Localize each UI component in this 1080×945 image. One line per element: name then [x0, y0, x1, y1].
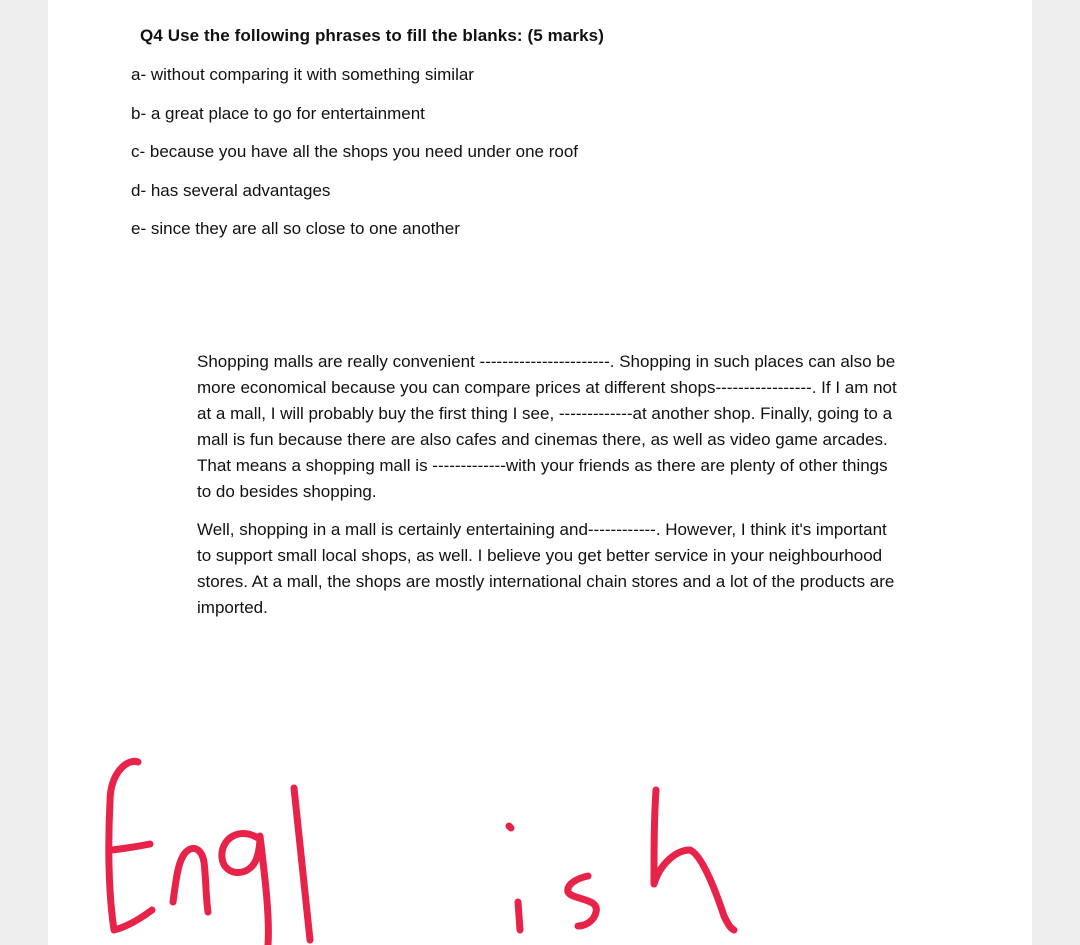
handwriting-letter-i	[518, 902, 520, 930]
worksheet-page	[48, 0, 1032, 945]
handwriting-letter-e	[109, 761, 152, 930]
phrase-option-c: c- because you have all the shops you need under one roof	[131, 142, 579, 161]
handwriting-letter-l	[294, 788, 310, 940]
handwriting-letter-n	[173, 848, 208, 912]
passage-paragraph-2: Well, shopping in a mall is certainly entertaining and------------. However, I think it's important to support small local shops, as well. I believe you get better service in your neighbourhood stores. At a mall, the shops are mostly international chain stores and a lot of the products are imported.	[197, 520, 895, 617]
handwriting-letter-h	[654, 790, 734, 930]
phrase-option-a: a- without comparing it with something similar	[131, 65, 474, 84]
question-title: Q4 Use the following phrases to fill the blanks: (5 marks)	[140, 26, 604, 45]
handwriting-letter-g	[222, 834, 269, 945]
passage-paragraph-1: Shopping malls are really convenient -----------------------. Shopping in such places can also be more economical because you can compare prices at different shops-----------------. If I am not at a mall, I will probably buy the first thing I see, -------------at another shop. Finally, going to a mall is fun because there are also cafes and cinemas there, as well as video game arcades. That means a shopping mall is -------------with your friends as there are plenty of other things to do besides shopping.	[197, 352, 897, 501]
fill-in-passage	[197, 349, 897, 621]
phrase-options-list	[131, 64, 578, 257]
phrase-option-d: d- has several advantages	[131, 180, 331, 200]
phrase-option-b: b- a great place to go for entertainment	[131, 103, 425, 123]
handwriting-letter-i-dot	[509, 826, 511, 828]
handwritten-english-annotation	[88, 740, 768, 945]
phrase-option-e: e- since they are all so close to one another	[131, 219, 460, 238]
handwriting-letter-s	[568, 876, 597, 926]
